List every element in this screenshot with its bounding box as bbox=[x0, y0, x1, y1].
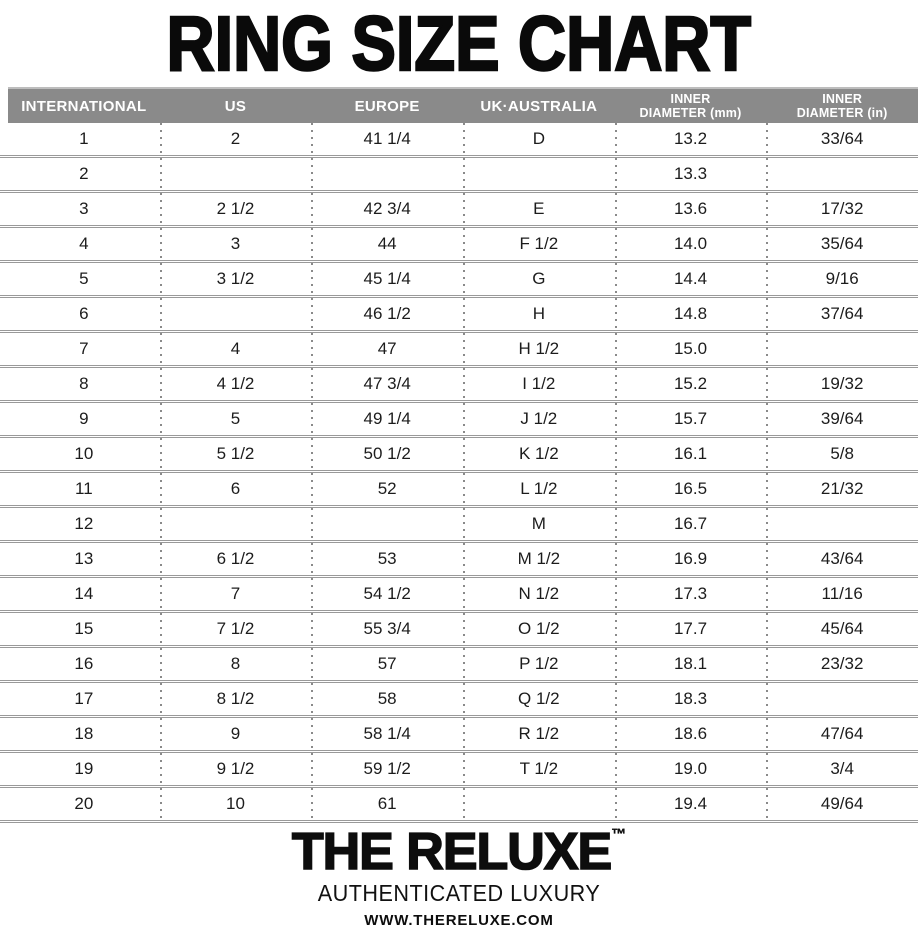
table-cell: 16.5 bbox=[615, 473, 767, 505]
table-cell: 52 bbox=[311, 473, 463, 505]
table-row bbox=[0, 683, 918, 718]
table-row bbox=[0, 473, 918, 508]
table-cell: M 1/2 bbox=[463, 543, 615, 575]
table-cell: 15.2 bbox=[615, 368, 767, 400]
table-cell: 16 bbox=[74, 654, 94, 673]
page-header bbox=[0, 0, 918, 87]
table-row bbox=[0, 578, 918, 613]
table-cell: 15.7 bbox=[615, 403, 767, 435]
table-cell bbox=[766, 508, 918, 540]
table-row bbox=[0, 648, 918, 683]
table-cell: 47 3/4 bbox=[311, 368, 463, 400]
table-cell: 47/64 bbox=[766, 718, 918, 750]
table-cell: K 1/2 bbox=[463, 438, 615, 470]
table-cell bbox=[160, 298, 312, 330]
table-row bbox=[0, 403, 918, 438]
table-cell: 17 bbox=[74, 689, 94, 708]
table-cell: 2 bbox=[79, 164, 89, 183]
table-cell: N 1/2 bbox=[463, 578, 615, 610]
footer bbox=[0, 823, 918, 929]
table-cell: 58 bbox=[311, 683, 463, 715]
table-cell: 7 1/2 bbox=[160, 613, 312, 645]
table-cell: 4 bbox=[160, 333, 312, 365]
table-cell: P 1/2 bbox=[463, 648, 615, 680]
page-title: RING SIZE CHART bbox=[166, 0, 752, 87]
column-header: INNER DIAMETER (mm) bbox=[639, 91, 742, 120]
table-cell bbox=[463, 158, 615, 190]
table-cell: 50 1/2 bbox=[311, 438, 463, 470]
table-cell: 14.0 bbox=[615, 228, 767, 260]
table-cell: 42 3/4 bbox=[311, 193, 463, 225]
table-cell: 16.1 bbox=[615, 438, 767, 470]
column-header: INNER DIAMETER (in) bbox=[796, 91, 888, 120]
table-cell: 11 bbox=[75, 479, 93, 498]
table-cell: 2 1/2 bbox=[160, 193, 312, 225]
table-cell: 13 bbox=[74, 549, 94, 568]
table-cell bbox=[160, 508, 312, 540]
table-cell: 23/32 bbox=[766, 648, 918, 680]
table-cell: 4 bbox=[79, 234, 89, 253]
table-cell: 58 1/4 bbox=[311, 718, 463, 750]
table-row bbox=[0, 543, 918, 578]
table-row bbox=[0, 193, 918, 228]
table-cell: 18.3 bbox=[615, 683, 767, 715]
table-cell bbox=[766, 158, 918, 190]
table-cell: 61 bbox=[311, 788, 463, 820]
table-row bbox=[0, 158, 918, 193]
table-cell: 6 1/2 bbox=[160, 543, 312, 575]
table-cell: R 1/2 bbox=[463, 718, 615, 750]
table-cell: 3 bbox=[79, 199, 89, 218]
table-cell: 17/32 bbox=[766, 193, 918, 225]
table-cell: Q 1/2 bbox=[463, 683, 615, 715]
table-cell: 49 1/4 bbox=[311, 403, 463, 435]
table-cell: 44 bbox=[311, 228, 463, 260]
brand-tagline: AUTHENTICATED LUXURY bbox=[317, 880, 601, 907]
table-cell: 18 bbox=[74, 724, 94, 743]
table-row bbox=[0, 298, 918, 333]
brand-name: THE RELUXE bbox=[291, 823, 612, 881]
table-cell bbox=[766, 683, 918, 715]
table-cell: 17.3 bbox=[615, 578, 767, 610]
table-cell: 49/64 bbox=[766, 788, 918, 820]
table-cell: 13.3 bbox=[615, 158, 767, 190]
column-header: INTERNATIONAL bbox=[21, 97, 147, 115]
table-cell: 13.2 bbox=[615, 123, 767, 155]
table-cell: 9 bbox=[79, 409, 89, 428]
table-cell: 9 1/2 bbox=[160, 753, 312, 785]
table-cell: 14.4 bbox=[615, 263, 767, 295]
table-cell: 41 1/4 bbox=[311, 123, 463, 155]
table-cell: 8 bbox=[79, 374, 89, 393]
table-cell: 14.8 bbox=[615, 298, 767, 330]
table-cell: 19 bbox=[74, 759, 94, 778]
table-row bbox=[0, 228, 918, 263]
table-cell: 6 bbox=[79, 304, 89, 323]
table-cell: 4 1/2 bbox=[160, 368, 312, 400]
table-cell: 6 bbox=[160, 473, 312, 505]
table-cell: I 1/2 bbox=[463, 368, 615, 400]
table-header-row bbox=[8, 87, 918, 123]
ring-size-table bbox=[0, 87, 918, 823]
table-body bbox=[0, 123, 918, 823]
table-cell: 5 1/2 bbox=[160, 438, 312, 470]
table-cell: 5/8 bbox=[766, 438, 918, 470]
table-cell: 54 1/2 bbox=[311, 578, 463, 610]
table-cell: 11/16 bbox=[766, 578, 918, 610]
table-row bbox=[0, 438, 918, 473]
table-row bbox=[0, 613, 918, 648]
table-row bbox=[0, 508, 918, 543]
table-cell: F 1/2 bbox=[463, 228, 615, 260]
table-row bbox=[0, 368, 918, 403]
table-cell: E bbox=[463, 193, 615, 225]
column-header: EUROPE bbox=[354, 97, 420, 115]
table-cell: 46 1/2 bbox=[311, 298, 463, 330]
table-cell: 18.1 bbox=[615, 648, 767, 680]
table-cell: 20 bbox=[74, 794, 94, 813]
table-cell: 1 bbox=[79, 129, 89, 148]
table-cell bbox=[160, 158, 312, 190]
column-header: UK·AUSTRALIA bbox=[480, 97, 598, 115]
table-cell: 9/16 bbox=[766, 263, 918, 295]
table-cell: J 1/2 bbox=[463, 403, 615, 435]
table-cell: H bbox=[463, 298, 615, 330]
table-row bbox=[0, 263, 918, 298]
table-cell: 8 bbox=[160, 648, 312, 680]
table-cell: 19/32 bbox=[766, 368, 918, 400]
table-cell: 19.0 bbox=[615, 753, 767, 785]
table-cell: 57 bbox=[311, 648, 463, 680]
table-cell: 21/32 bbox=[766, 473, 918, 505]
table-cell: M bbox=[463, 508, 615, 540]
table-cell: 7 bbox=[79, 339, 89, 358]
table-cell: L 1/2 bbox=[463, 473, 615, 505]
table-cell bbox=[311, 158, 463, 190]
table-cell: T 1/2 bbox=[463, 753, 615, 785]
table-cell: 15.0 bbox=[615, 333, 767, 365]
table-cell: 45/64 bbox=[766, 613, 918, 645]
table-cell: 53 bbox=[311, 543, 463, 575]
table-cell: 7 bbox=[160, 578, 312, 610]
table-cell: 3 bbox=[160, 228, 312, 260]
table-cell: 59 1/2 bbox=[311, 753, 463, 785]
table-cell: 43/64 bbox=[766, 543, 918, 575]
table-cell: 8 1/2 bbox=[160, 683, 312, 715]
table-cell: 55 3/4 bbox=[311, 613, 463, 645]
table-cell: 5 bbox=[79, 269, 89, 288]
table-cell: 13.6 bbox=[615, 193, 767, 225]
column-header: US bbox=[224, 97, 247, 115]
table-cell bbox=[311, 508, 463, 540]
table-cell: 10 bbox=[74, 444, 94, 463]
table-cell bbox=[463, 788, 615, 820]
table-cell: 35/64 bbox=[766, 228, 918, 260]
table-cell: 16.9 bbox=[615, 543, 767, 575]
table-cell: 18.6 bbox=[615, 718, 767, 750]
table-cell: 16.7 bbox=[615, 508, 767, 540]
table-cell: G bbox=[463, 263, 615, 295]
table-cell: 9 bbox=[160, 718, 312, 750]
table-row bbox=[0, 718, 918, 753]
table-cell: D bbox=[463, 123, 615, 155]
table-cell: 2 bbox=[160, 123, 312, 155]
table-cell: 17.7 bbox=[615, 613, 767, 645]
table-cell: 45 1/4 bbox=[311, 263, 463, 295]
table-cell: O 1/2 bbox=[463, 613, 615, 645]
table-cell: 3/4 bbox=[766, 753, 918, 785]
table-cell bbox=[766, 333, 918, 365]
table-cell: 14 bbox=[74, 584, 94, 603]
table-cell: 39/64 bbox=[766, 403, 918, 435]
brand-logo bbox=[0, 823, 918, 881]
website-url: WWW.THERELUXE.COM bbox=[364, 912, 554, 929]
table-cell: 10 bbox=[160, 788, 312, 820]
table-row bbox=[0, 753, 918, 788]
table-cell: 47 bbox=[311, 333, 463, 365]
table-cell: 33/64 bbox=[766, 123, 918, 155]
table-row bbox=[0, 788, 918, 823]
trademark-symbol: ™ bbox=[611, 826, 627, 843]
table-cell: 3 1/2 bbox=[160, 263, 312, 295]
table-cell: H 1/2 bbox=[463, 333, 615, 365]
table-cell: 5 bbox=[160, 403, 312, 435]
table-row bbox=[0, 333, 918, 368]
table-cell: 15 bbox=[74, 619, 94, 638]
table-cell: 37/64 bbox=[766, 298, 918, 330]
table-row bbox=[0, 123, 918, 158]
table-cell: 12 bbox=[74, 514, 94, 533]
table-cell: 19.4 bbox=[615, 788, 767, 820]
